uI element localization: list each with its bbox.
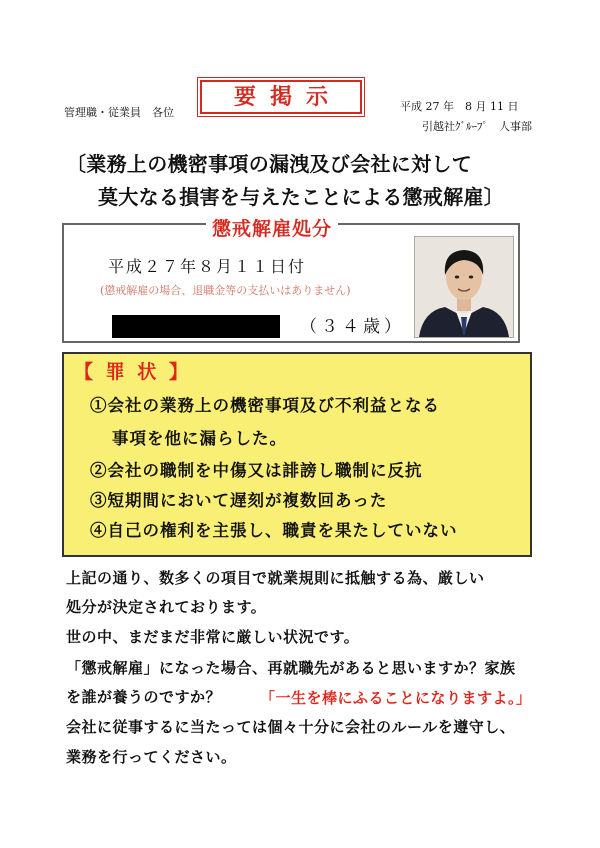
body-text: を誰が養うのですか？: [66, 688, 222, 706]
body-text: 上記の通り、数多くの項目で就業規則に抵触する為、厳しい: [66, 569, 485, 587]
notice-title: 要掲示: [200, 80, 362, 114]
body-text: 「懲戒解雇」になった場合、再就職先があると思いますか？家族: [66, 659, 516, 677]
redacted-name: [112, 315, 280, 338]
heading-line-2: 莫大なる損害を与えたことによる懲戒解雇〕: [98, 185, 504, 209]
heading-line-1: 〔業務上の機密事項の漏洩及び会社に対して: [66, 152, 472, 176]
charge-item: 事項を他に漏らした。: [112, 429, 287, 448]
issue-date: 平成 27 年 8 月 11 日: [400, 100, 519, 113]
sanction-title: 懲戒解雇処分: [206, 214, 338, 241]
sanction-note: (懲戒解雇の場合、退職金等の支払いはありません): [100, 284, 351, 297]
body-text: 会社に従事するに当たっては個々十分に会社のルールを遵守し、: [66, 718, 516, 736]
age: （３４歳）: [300, 317, 405, 337]
sanction-date: 平成２７年８月１１日付: [108, 257, 307, 276]
charge-item: ②会社の職制を中傷又は誹謗し職制に反抗: [90, 461, 423, 480]
body-text: 処分が決定されております。: [66, 598, 267, 616]
charge-item: ①会社の業務上の機密事項及び不利益となる: [90, 396, 440, 415]
body-text: 世の中、まだまだ非常に厳しい状況です。: [66, 628, 360, 646]
warning-quote: 「一生を棒にふることになりますよ。」: [260, 689, 532, 707]
charge-item: ④自己の権利を主張し、職責を果たしていない: [90, 521, 458, 540]
charges-title: 【 罪 状 】: [74, 361, 191, 383]
person-photo: [414, 236, 514, 338]
charge-item: ③短期間において遅刻が複数回あった: [90, 491, 388, 510]
body-text: 業務を行ってください。: [66, 748, 237, 766]
recipients: 管理職・従業員 各位: [64, 106, 174, 119]
issuer: 引越社ｸﾞﾙｰﾌﾟ 人事部: [422, 120, 532, 133]
